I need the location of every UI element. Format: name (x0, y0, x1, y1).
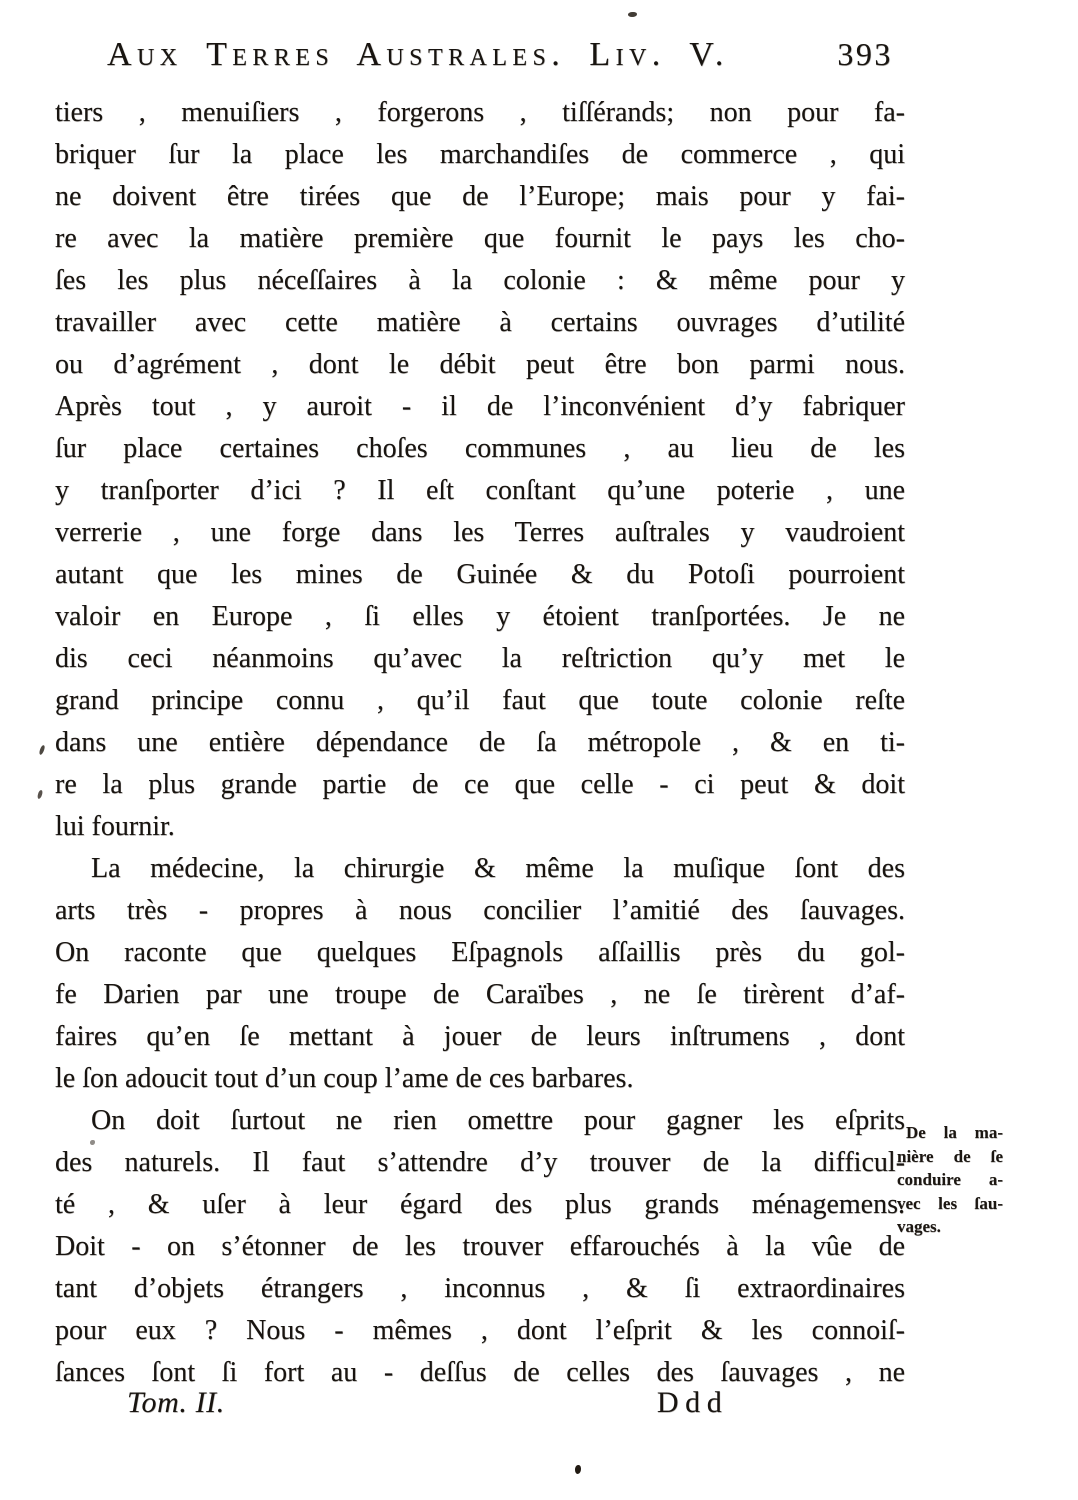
text-line: re la plus grande partie de ce que celle - ci peut & doit (55, 769, 905, 800)
margin-note-line: vages. (897, 1217, 941, 1236)
text-line: des naturels. Il faut s’attendre d’y trouver de la difficul- (55, 1147, 905, 1178)
text-block (55, 92, 905, 1394)
text-line: re avec la matière première que fournit le pays les cho- (55, 223, 905, 254)
signature-mark: Ddd (656, 1386, 729, 1419)
text-line: tiers , menuiſiers , forgerons , tiſſérands; non pour fa- (55, 97, 905, 128)
ink-speck (575, 1465, 581, 1474)
margin-note-line: nière de ſe (897, 1146, 1003, 1166)
text-line: briquer ſur la place les marchandiſes de commerce , qui (55, 139, 905, 170)
paragraph (55, 92, 905, 848)
margin-note-line: De la ma- (906, 1123, 1003, 1142)
volume-label: Tom. II. (127, 1386, 225, 1419)
text-line: pour eux ? Nous - mêmes , dont l’eſprit & les connoiſ- (55, 1315, 905, 1346)
text-line: ſes les plus néceſſaires à la colonie : & même pour y (55, 265, 905, 296)
footer (55, 1386, 905, 1420)
running-title: Aux Terres Australes. Liv. V. (107, 36, 729, 73)
text-line: grand principe connu , qu’il faut que toute colonie reſte (55, 685, 905, 716)
ink-speck (628, 12, 637, 17)
text-line: fe Darien par une troupe de Caraïbes , ne ſe tirèrent d’af- (55, 979, 905, 1010)
text-line: dis ceci néanmoins qu’avec la reſtriction qu’y met le (55, 643, 905, 674)
ink-speck (37, 790, 43, 800)
ink-speck (39, 745, 46, 756)
text-line: y tranſporter d’ici ? Il eſt conſtant qu’une poterie , une (55, 475, 905, 506)
margin-note-line: conduire a- (897, 1170, 1003, 1189)
text-line: ſur place certaines choſes communes , au lieu de les (55, 433, 905, 464)
text-line: Doit - on s’étonner de les trouver effarouchés à la vûe de (55, 1231, 905, 1262)
text-line: tant d’objets étrangers , inconnus , & ſi extraordinaires (55, 1273, 905, 1304)
text-line: dans une entière dépendance de ſa métropole , & en ti- (55, 727, 905, 758)
text-line: ſances ſont ſi fort au - deſſus de celles des ſauvages , ne (55, 1357, 905, 1388)
paragraph (55, 1100, 905, 1394)
text-line: valoir en Europe , ſi elles y étoient tranſportées. Je ne (55, 601, 905, 632)
text-line: ou d’agrément , dont le débit peut être bon parmi nous. (55, 349, 905, 380)
text-line: verrerie , une forge dans les Terres auſtrales y vaudroient (55, 517, 905, 548)
page-number: 393 (837, 36, 893, 72)
margin-note-line: vec les ſau- (897, 1193, 1003, 1213)
paragraph (55, 848, 905, 1100)
text-line: Après tout , y auroit - il de l’inconvénient d’y fabriquer (55, 391, 905, 422)
running-header (55, 36, 905, 74)
text-line: travailler avec cette matière à certains ouvrages d’utilité (55, 307, 905, 338)
text-line: On raconte que quelques Eſpagnols aſſaillis près du gol- (55, 937, 905, 968)
text-line: autant que les mines de Guinée & du Potoſi pourroient (55, 559, 905, 590)
text-line: La médecine, la chirurgie & même la muſique ſont des (91, 853, 905, 884)
text-line: le ſon adoucit tout d’un coup l’ame de ces barbares. (55, 1063, 634, 1094)
text-line: arts très - propres à nous concilier l’amitié des ſauvages. (55, 895, 905, 926)
text-line: té , & uſer à leur égard des plus grands ménagemens. (55, 1189, 905, 1220)
text-line: On doit ſurtout ne rien omettre pour gagner les eſprits (91, 1105, 905, 1136)
text-line: lui fournir. (55, 811, 175, 842)
text-line: ne doivent être tirées que de l’Europe; mais pour y fai- (55, 181, 905, 212)
margin-note (897, 1121, 1003, 1239)
text-line: faires qu’en ſe mettant à jouer de leurs inſtrumens , dont (55, 1021, 905, 1052)
